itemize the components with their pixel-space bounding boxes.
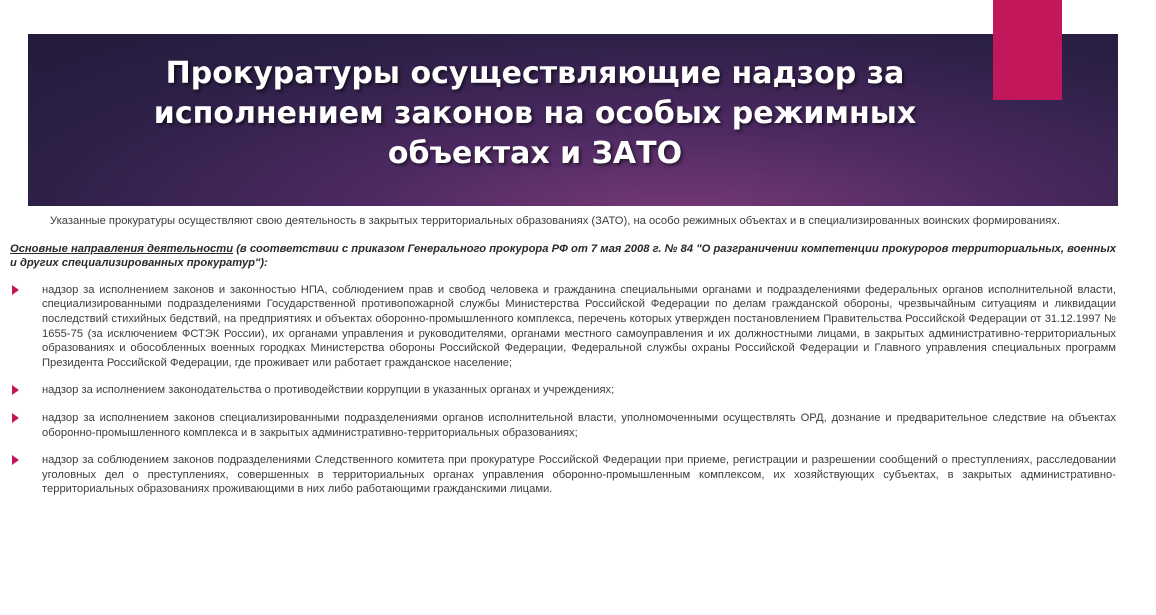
list-item xyxy=(10,453,1116,497)
directions-text: (в соответствии с приказом Генерального прокурора РФ от 7 мая 2008 г. № 84 "О разграничении компетенции прокуроров территориальных, военных и других специализированных прокуратур"): xyxy=(10,242,1116,270)
list-item-text: надзор за исполнением законодательства о противодействии коррупции в указанных органах и учреждениях; xyxy=(42,384,615,397)
list-item-text: надзор за соблюдением законов подразделениями Следственного комитета при прокуратуре Российской Федерации при приеме, регистрации и разрешении сообщений о преступлениях, расследовании уголовных дел о преступлениях, совершенных в территориальных органах управления оборонно-промышленным комплексом, их хозяйствующих субъектах, в закрытых административно-территориальных образованиях проживающими в них либо работающими гражданскими лицами. xyxy=(42,454,1116,496)
title-line-1: Прокуратуры осуществляющие надзор за xyxy=(165,56,905,91)
list-item-text: надзор за исполнением законов специализированными подразделениями органов исполнительной власти, уполномоченными осуществлять ОРД, дознание и предварительное следствие на объектах оборонно-промышленного комплекса и в закрытых административно-территориальных образованиях; xyxy=(42,411,1116,439)
list-item xyxy=(10,283,1116,371)
title-line-2: исполнением законов на особых режимных xyxy=(153,96,917,131)
triangle-bullet-icon xyxy=(12,285,19,295)
list-item xyxy=(10,383,1116,398)
directions-list xyxy=(10,283,1116,497)
triangle-bullet-icon xyxy=(12,413,19,423)
triangle-bullet-icon xyxy=(12,455,19,465)
list-item xyxy=(10,411,1116,440)
accent-bar xyxy=(993,0,1062,100)
directions-paragraph xyxy=(10,242,1116,271)
directions-heading: Основные направления деятельности xyxy=(10,242,234,255)
intro-paragraph: Указанные прокуратуры осуществляют свою деятельность в закрытых территориальных образованиях (ЗАТО), на особо режимных объектах и в специализированных воинских формированиях. xyxy=(50,215,1061,227)
slide-body xyxy=(10,214,1116,510)
list-item-text: надзор за исполнением законов и законностью НПА, соблюдением прав и свобод человека и гражданина специальными органами и подразделениями федеральных органов исполнительной власти, специализированными подразделениями Государственной противопожарной службы Министерства Российской Федерации по делам гражданской обороны, чрезвычайным ситуациям и ликвидации последствий стихийных бедствий, на предприятиях и объектах оборонно-промышленного комплекса, перечень которых утвержден постановлением Правительства Российской Федерации от 31.12.1997 № 1655-75 (за исключением ФСТЭК России), их органами управления и руководителями, органами местного самоуправления и их должностными лицами, в закрытых административно-территориальных образованиях и обособленных военных городках Министерства обороны Российской Федерации, Федеральной службы охраны Российской Федерации и Главного управления специальных программ Президента Российской Федерации, где проживает или работает гражданское население; xyxy=(42,283,1116,369)
slide-title xyxy=(120,54,950,174)
triangle-bullet-icon xyxy=(12,385,19,395)
title-line-3: объектах и ЗАТО xyxy=(387,136,683,171)
